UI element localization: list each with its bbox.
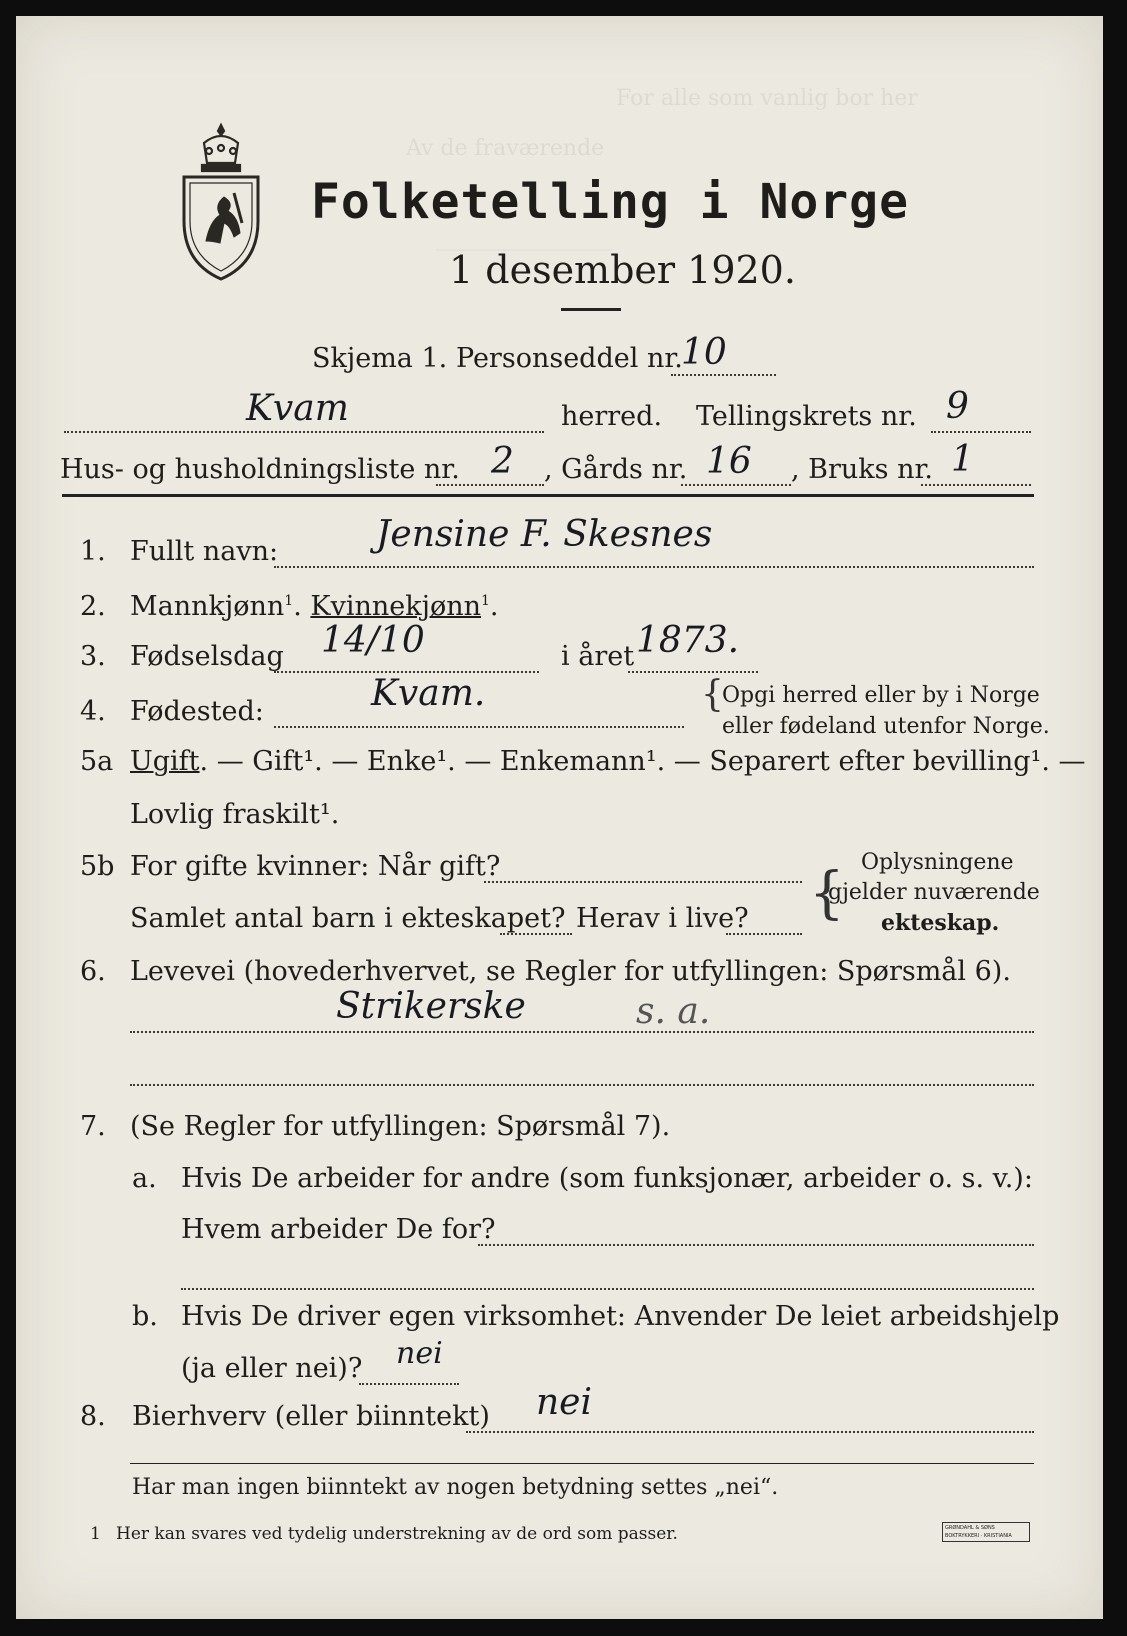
husliste-value[interactable]: 2 <box>491 441 514 482</box>
q1-label: Fullt navn: <box>130 536 279 567</box>
married-when-line <box>484 881 802 883</box>
bruks-line <box>921 484 1031 486</box>
married-when-label: For gifte kvinner: Når gift? <box>130 851 501 882</box>
footer-note: Har man ingen biinntekt av nogen betydning settes „nei“. <box>132 1475 779 1500</box>
birthday-value[interactable]: 14/10 <box>321 620 425 661</box>
marriage-note-1: Oplysningene <box>861 850 1014 875</box>
q2-number: 2. <box>80 591 106 622</box>
q3-label: Fødselsdag <box>130 641 284 672</box>
q6-line-2 <box>130 1084 1034 1086</box>
hired-help-value[interactable]: nei <box>396 1336 443 1371</box>
personseddel-value[interactable]: 10 <box>681 332 727 373</box>
gards-value[interactable]: 16 <box>706 441 752 482</box>
q7a-text: Hvis De arbeider for andre (som funksjonær, arbeider o. s. v.): <box>181 1163 1033 1194</box>
q7a-line-2 <box>181 1288 1034 1290</box>
q3-number: 3. <box>80 641 106 672</box>
q4-line <box>274 726 684 728</box>
gards-label: , Gårds nr. <box>544 454 688 485</box>
q8-label: Bierhverv (eller biinntekt) <box>132 1401 490 1432</box>
footer-rule <box>130 1463 1034 1464</box>
footnote-ref: 1 <box>284 593 294 609</box>
marital-options: . — Gift¹. — Enke¹. — Enkemann¹. — Separert efter bevilling¹. — <box>199 746 1086 777</box>
full-name-value[interactable]: Jensine F. Skesnes <box>376 514 713 555</box>
form-title: Folketelling i Norge <box>311 174 909 230</box>
q8-line <box>466 1431 1034 1433</box>
q7b-text: Hvis De driver egen virksomhet: Anvender De leiet arbeidshjelp <box>181 1301 1060 1332</box>
bruks-label: , Bruks nr. <box>791 454 934 485</box>
side-income-value[interactable]: nei <box>536 1382 593 1423</box>
footnote-number: 1 <box>90 1524 101 1544</box>
q5b-number: 5b <box>80 851 115 882</box>
birthplace-value[interactable]: Kvam. <box>371 673 486 714</box>
option-male[interactable]: Mannkjønn <box>130 591 285 622</box>
q1-number: 1. <box>80 536 106 567</box>
q3-year-line <box>628 671 758 673</box>
q5a-number: 5a <box>80 746 114 777</box>
birthplace-note-2: eller fødeland utenfor Norge. <box>722 714 1050 739</box>
q7-label: (Se Regler for utfyllingen: Spørsmål 7). <box>130 1111 671 1142</box>
children-total-line <box>500 933 572 935</box>
q4-label: Fødested: <box>130 696 264 727</box>
q4-number: 4. <box>80 696 106 727</box>
separator: . <box>489 591 499 622</box>
marriage-note-3: ekteskap. <box>881 910 1000 936</box>
children-total-label: Samlet antal barn i ekteskapet? <box>130 903 566 934</box>
tellingskrets-value[interactable]: 9 <box>946 386 969 427</box>
header-rule <box>62 494 1034 497</box>
birthplace-note-1: Opgi herred eller by i Norge <box>722 683 1040 708</box>
q5a-options <box>130 746 1085 777</box>
q6-label: Levevei (hovederhvervet, se Regler for utfyllingen: Spørsmål 6). <box>130 956 1011 987</box>
q7b-question: (ja eller nei)? <box>181 1353 363 1384</box>
printer-stamp <box>942 1522 1030 1542</box>
option-female-underlined[interactable]: Kvinnekjønn <box>310 591 481 622</box>
husliste-line <box>436 484 544 486</box>
q6-line-1 <box>130 1031 1034 1033</box>
year-label: i året <box>561 641 635 672</box>
q8-number: 8. <box>80 1401 106 1432</box>
q1-line <box>274 566 1034 568</box>
q5a-line2: Lovlig fraskilt¹. <box>130 799 340 830</box>
separator: . <box>293 591 302 622</box>
note-brace: { <box>701 674 724 715</box>
children-alive-line <box>726 933 802 935</box>
q6-number: 6. <box>80 956 106 987</box>
tellingskrets-label: Tellingskrets nr. <box>696 401 917 432</box>
q2-options <box>130 591 499 622</box>
tellingskrets-line <box>931 431 1031 433</box>
q7-number: 7. <box>80 1111 106 1142</box>
occupation-value[interactable]: Strikerske <box>336 986 526 1027</box>
herred-line <box>64 431 544 433</box>
q7a-question: Hvem arbeider De for? <box>181 1214 496 1245</box>
q7a-letter: a. <box>132 1163 157 1194</box>
herred-value[interactable]: Kvam <box>246 388 349 429</box>
norway-coat-of-arms <box>176 121 266 286</box>
husliste-label: Hus- og husholdningsliste nr. <box>60 454 460 485</box>
note-brace-5b: { <box>809 861 845 926</box>
census-date: 1 desember 1920. <box>449 248 796 292</box>
herred-label: herred. <box>561 401 663 432</box>
q7b-letter: b. <box>132 1301 158 1332</box>
footnote-ref: 1 <box>481 593 490 609</box>
q7b-line <box>359 1383 459 1385</box>
children-alive-label: Herav i live? <box>576 903 749 934</box>
schema-label: Skjema 1. <box>312 343 448 374</box>
birth-year-value[interactable]: 1873. <box>636 620 740 661</box>
personseddel-line <box>671 374 776 376</box>
occupation-note-value[interactable]: s. a. <box>636 991 711 1032</box>
title-divider <box>561 308 621 311</box>
census-form-page: For alle som vanlig bor her Av de fraværende ________________ Folketelling i Norge 1 desember 1920. Skjema 1. Personseddel nr. 10 Kvam herred. Tellingskrets nr. 9 Hus- og husholdningsliste nr. 2 , Gårds nr. 16 , Bruks nr. 1 1. Fullt navn: Jensine F. Skesnes 2. Mannkjønn$^1$. Kvinnekjønn$^1$. 3. Fødselsdag 14/10 i året 1873. 4. Fødested: Kvam. { Opgi herred eller by i Norge eller fødeland utenfor Norge. 5a Ugift. — Gift¹. — Enke¹. — Enkemann¹. — Separert efter bevilling¹. — Lovlig fraskilt¹. 5b For gifte kvinner: Når gift? Samlet antal barn i ekteskapet? Herav i live? { Oplysningene gjelder nuværende ekteskap. 6. Levevei (hovederhvervet, se Regler for utfyllingen: Spørsmål 6). Strikerske s. a. 7. (Se Regler for utfyllingen: Spørsmål 7). a. Hvis De arbeider for andre (som funksjonær, arbeider o. s. v.): Hvem arbeider De for? b. Hvis De driver egen virksomhet: Anvender De leiet arbeidshjelp (ja eller nei)? nei 8. Bierhverv (eller biinntekt) nei Har man ingen biinntekt av nogen betydning settes „nei“. 1 Her kan svares ved tydelig understrekning av de ord som passer. GRØNDAHL & SØNS BOKTRYKKERI · KRISTIANIA <box>16 16 1103 1619</box>
marriage-note-2: gjelder nuværende <box>828 880 1040 905</box>
option-ugift-underlined[interactable]: Ugift <box>130 746 200 777</box>
gards-line <box>681 484 791 486</box>
q7a-line-1 <box>478 1244 1034 1246</box>
printer-stamp-text: GRØNDAHL & SØNS BOKTRYKKERI · KRISTIANIA <box>945 1525 1012 1539</box>
bruks-value[interactable]: 1 <box>951 439 974 480</box>
footnote-text: Her kan svares ved tydelig understrekning av de ord som passer. <box>116 1524 678 1544</box>
personseddel-label: Personseddel nr. <box>456 343 683 374</box>
